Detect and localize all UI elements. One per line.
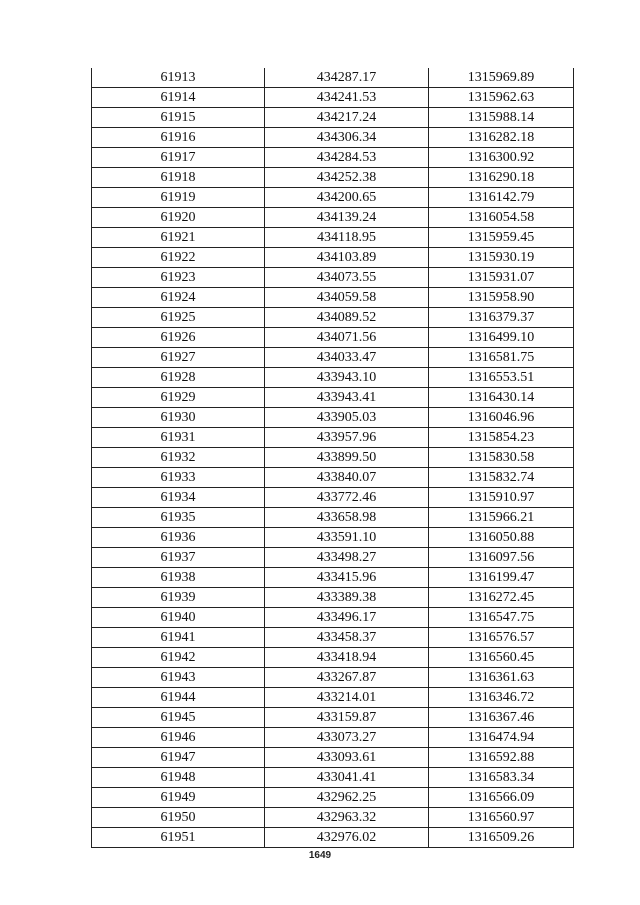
y-coordinate-cell: 1315969.89 [429, 68, 574, 88]
table-row [92, 288, 574, 308]
point-id-cell: 61931 [92, 428, 265, 448]
table-row [92, 268, 574, 288]
x-coordinate-cell: 434033.47 [265, 348, 429, 368]
point-id-cell: 61917 [92, 148, 265, 168]
table-row [92, 388, 574, 408]
table-row [92, 188, 574, 208]
table-row [92, 768, 574, 788]
y-coordinate-cell: 1316583.34 [429, 768, 574, 788]
table-row [92, 788, 574, 808]
table-row [92, 168, 574, 188]
x-coordinate-cell: 434287.17 [265, 68, 429, 88]
table-row [92, 568, 574, 588]
x-coordinate-cell: 434284.53 [265, 148, 429, 168]
x-coordinate-cell: 433905.03 [265, 408, 429, 428]
y-coordinate-cell: 1316361.63 [429, 668, 574, 688]
point-id-cell: 61925 [92, 308, 265, 328]
table-row [92, 148, 574, 168]
table-row [92, 448, 574, 468]
point-id-cell: 61913 [92, 68, 265, 88]
x-coordinate-cell: 434059.58 [265, 288, 429, 308]
x-coordinate-cell: 433498.27 [265, 548, 429, 568]
point-id-cell: 61937 [92, 548, 265, 568]
table-row [92, 108, 574, 128]
x-coordinate-cell: 434073.55 [265, 268, 429, 288]
table-row [92, 248, 574, 268]
y-coordinate-cell: 1315966.21 [429, 508, 574, 528]
y-coordinate-cell: 1315958.90 [429, 288, 574, 308]
y-coordinate-cell: 1316379.37 [429, 308, 574, 328]
point-id-cell: 61942 [92, 648, 265, 668]
x-coordinate-cell: 433943.41 [265, 388, 429, 408]
x-coordinate-cell: 434241.53 [265, 88, 429, 108]
point-id-cell: 61947 [92, 748, 265, 768]
x-coordinate-cell: 433496.17 [265, 608, 429, 628]
point-id-cell: 61914 [92, 88, 265, 108]
x-coordinate-cell: 434103.89 [265, 248, 429, 268]
point-id-cell: 61930 [92, 408, 265, 428]
point-id-cell: 61938 [92, 568, 265, 588]
table-row [92, 628, 574, 648]
coordinate-table-body [92, 68, 574, 848]
y-coordinate-cell: 1316430.14 [429, 388, 574, 408]
x-coordinate-cell: 433840.07 [265, 468, 429, 488]
table-row [92, 748, 574, 768]
y-coordinate-cell: 1315988.14 [429, 108, 574, 128]
x-coordinate-cell: 432962.25 [265, 788, 429, 808]
y-coordinate-cell: 1316566.09 [429, 788, 574, 808]
table-row [92, 428, 574, 448]
point-id-cell: 61924 [92, 288, 265, 308]
table-row [92, 548, 574, 568]
table-row [92, 88, 574, 108]
x-coordinate-cell: 433073.27 [265, 728, 429, 748]
x-coordinate-cell: 433267.87 [265, 668, 429, 688]
point-id-cell: 61933 [92, 468, 265, 488]
x-coordinate-cell: 433943.10 [265, 368, 429, 388]
x-coordinate-cell: 434089.52 [265, 308, 429, 328]
x-coordinate-cell: 434139.24 [265, 208, 429, 228]
table-row [92, 68, 574, 88]
point-id-cell: 61939 [92, 588, 265, 608]
point-id-cell: 61951 [92, 828, 265, 848]
table-row [92, 368, 574, 388]
table-row [92, 228, 574, 248]
point-id-cell: 61926 [92, 328, 265, 348]
y-coordinate-cell: 1315930.19 [429, 248, 574, 268]
x-coordinate-cell: 433418.94 [265, 648, 429, 668]
point-id-cell: 61935 [92, 508, 265, 528]
y-coordinate-cell: 1316509.26 [429, 828, 574, 848]
x-coordinate-cell: 433093.61 [265, 748, 429, 768]
y-coordinate-cell: 1316272.45 [429, 588, 574, 608]
y-coordinate-cell: 1315962.63 [429, 88, 574, 108]
point-id-cell: 61946 [92, 728, 265, 748]
x-coordinate-cell: 433772.46 [265, 488, 429, 508]
point-id-cell: 61927 [92, 348, 265, 368]
x-coordinate-cell: 434118.95 [265, 228, 429, 248]
point-id-cell: 61936 [92, 528, 265, 548]
y-coordinate-cell: 1316282.18 [429, 128, 574, 148]
table-row [92, 488, 574, 508]
x-coordinate-cell: 434217.24 [265, 108, 429, 128]
table-row [92, 208, 574, 228]
point-id-cell: 61934 [92, 488, 265, 508]
y-coordinate-cell: 1316581.75 [429, 348, 574, 368]
y-coordinate-cell: 1315931.07 [429, 268, 574, 288]
point-id-cell: 61918 [92, 168, 265, 188]
point-id-cell: 61932 [92, 448, 265, 468]
table-row [92, 668, 574, 688]
x-coordinate-cell: 433458.37 [265, 628, 429, 648]
table-row [92, 528, 574, 548]
y-coordinate-cell: 1316592.88 [429, 748, 574, 768]
y-coordinate-cell: 1316560.45 [429, 648, 574, 668]
coordinate-table [91, 68, 574, 848]
x-coordinate-cell: 433214.01 [265, 688, 429, 708]
table-row [92, 308, 574, 328]
page-number: 1649 [308, 850, 332, 861]
table-row [92, 808, 574, 828]
point-id-cell: 61922 [92, 248, 265, 268]
point-id-cell: 61941 [92, 628, 265, 648]
y-coordinate-cell: 1316499.10 [429, 328, 574, 348]
table-row [92, 708, 574, 728]
y-coordinate-cell: 1315854.23 [429, 428, 574, 448]
y-coordinate-cell: 1316142.79 [429, 188, 574, 208]
point-id-cell: 61940 [92, 608, 265, 628]
x-coordinate-cell: 433159.87 [265, 708, 429, 728]
point-id-cell: 61920 [92, 208, 265, 228]
x-coordinate-cell: 433389.38 [265, 588, 429, 608]
table-row [92, 468, 574, 488]
point-id-cell: 61916 [92, 128, 265, 148]
y-coordinate-cell: 1316346.72 [429, 688, 574, 708]
y-coordinate-cell: 1315959.45 [429, 228, 574, 248]
y-coordinate-cell: 1316054.58 [429, 208, 574, 228]
point-id-cell: 61948 [92, 768, 265, 788]
y-coordinate-cell: 1316367.46 [429, 708, 574, 728]
x-coordinate-cell: 434252.38 [265, 168, 429, 188]
point-id-cell: 61945 [92, 708, 265, 728]
point-id-cell: 61943 [92, 668, 265, 688]
point-id-cell: 61915 [92, 108, 265, 128]
table-row [92, 688, 574, 708]
x-coordinate-cell: 434071.56 [265, 328, 429, 348]
point-id-cell: 61929 [92, 388, 265, 408]
table-row [92, 328, 574, 348]
y-coordinate-cell: 1316560.97 [429, 808, 574, 828]
x-coordinate-cell: 433591.10 [265, 528, 429, 548]
y-coordinate-cell: 1316046.96 [429, 408, 574, 428]
point-id-cell: 61919 [92, 188, 265, 208]
table-row [92, 828, 574, 848]
y-coordinate-cell: 1316576.57 [429, 628, 574, 648]
x-coordinate-cell: 433041.41 [265, 768, 429, 788]
y-coordinate-cell: 1316290.18 [429, 168, 574, 188]
point-id-cell: 61949 [92, 788, 265, 808]
x-coordinate-cell: 434200.65 [265, 188, 429, 208]
y-coordinate-cell: 1316097.56 [429, 548, 574, 568]
x-coordinate-cell: 433415.96 [265, 568, 429, 588]
y-coordinate-cell: 1315910.97 [429, 488, 574, 508]
y-coordinate-cell: 1315830.58 [429, 448, 574, 468]
table-row [92, 408, 574, 428]
table-row [92, 588, 574, 608]
table-row [92, 608, 574, 628]
table-row [92, 128, 574, 148]
point-id-cell: 61928 [92, 368, 265, 388]
y-coordinate-cell: 1316300.92 [429, 148, 574, 168]
y-coordinate-cell: 1316553.51 [429, 368, 574, 388]
x-coordinate-cell: 433658.98 [265, 508, 429, 528]
x-coordinate-cell: 433899.50 [265, 448, 429, 468]
table-row [92, 508, 574, 528]
point-id-cell: 61944 [92, 688, 265, 708]
y-coordinate-cell: 1316199.47 [429, 568, 574, 588]
x-coordinate-cell: 432976.02 [265, 828, 429, 848]
table-row [92, 348, 574, 368]
x-coordinate-cell: 432963.32 [265, 808, 429, 828]
point-id-cell: 61950 [92, 808, 265, 828]
y-coordinate-cell: 1316547.75 [429, 608, 574, 628]
table-row [92, 728, 574, 748]
point-id-cell: 61923 [92, 268, 265, 288]
x-coordinate-cell: 434306.34 [265, 128, 429, 148]
table-row [92, 648, 574, 668]
x-coordinate-cell: 433957.96 [265, 428, 429, 448]
point-id-cell: 61921 [92, 228, 265, 248]
y-coordinate-cell: 1315832.74 [429, 468, 574, 488]
y-coordinate-cell: 1316474.94 [429, 728, 574, 748]
y-coordinate-cell: 1316050.88 [429, 528, 574, 548]
